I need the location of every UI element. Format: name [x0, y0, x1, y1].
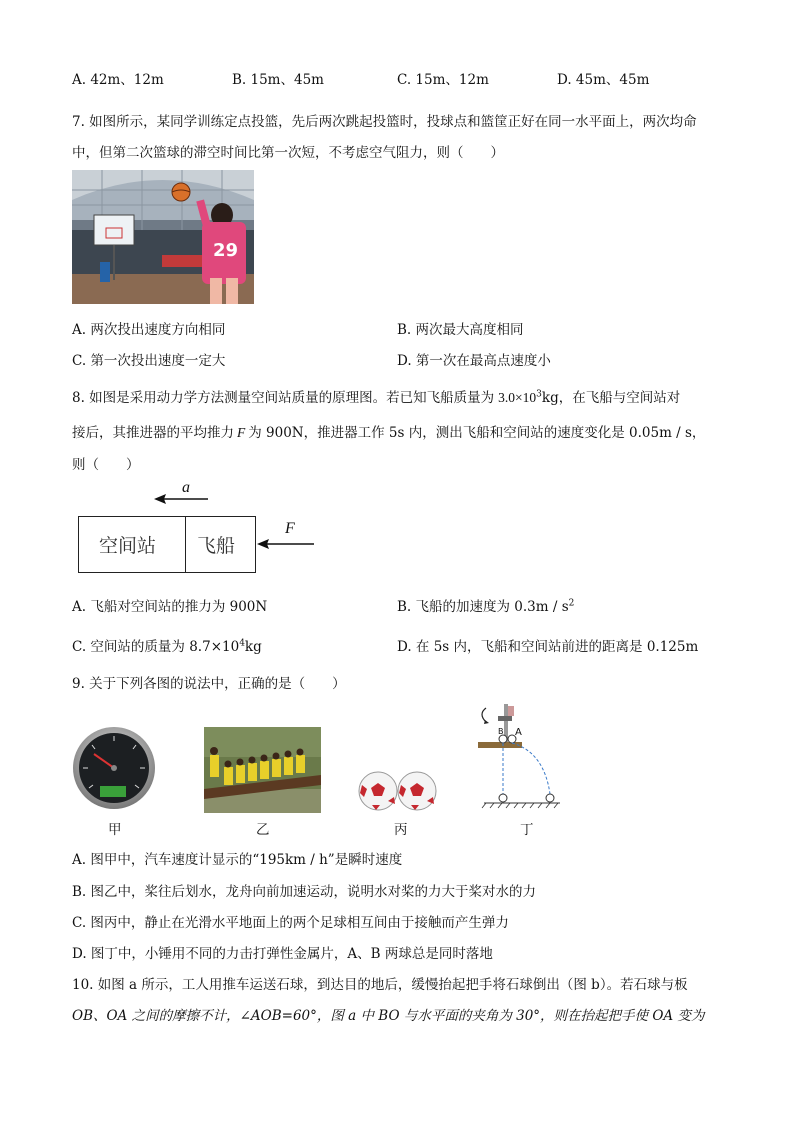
q7-option-c: C. 第一次投出速度一定大 [72, 353, 226, 369]
q7-option-a: A. 两次投出速度方向相同 [72, 322, 226, 338]
q10-stem-line1: 10. 如图 a 所示，工人用推车运送石球，到达目的地后，缓慢抬起把手将石球倒出（图 b）。若石球与板 [72, 977, 688, 993]
caption-bing: 丙 [394, 822, 408, 838]
caption-yi: 乙 [256, 822, 270, 838]
force-arrow [256, 536, 316, 552]
q8-stem-line2: 接后，其推进器的平均推力 F 为 900N，推进器工作 5s 内，测出飞船和空间站的速度变化是 0.05m / s， [72, 425, 706, 441]
ball-b-label: B [498, 727, 504, 736]
q9-option-a: A. 图甲中，汽车速度计显示的“195km / h”是瞬时速度 [72, 852, 403, 868]
ball-a-label: A [515, 727, 522, 738]
dragon-boat-image [204, 727, 321, 813]
q6-option-d: D. 45m、45m [557, 72, 650, 88]
q9-option-c: C. 图丙中，静止在光滑水平地面上的两个足球相互间由于接触而产生弹力 [72, 915, 509, 931]
projectile-apparatus-image [474, 702, 564, 814]
q10-stem-line2: OB、OA 之间的摩擦不计，∠AOB=60°，图 a 中 BO 与水平面的夹角为 30°，则在抬起把手使 OA 变为 [72, 1008, 705, 1024]
caption-ding: 丁 [520, 822, 534, 838]
soccer-balls-image [358, 771, 438, 811]
q7-stem-line2: 中，但第二次篮球的滞空时间比第一次短，不考虑空气阻力，则（ ） [72, 145, 504, 161]
q6-option-c: C. 15m、12m [397, 72, 489, 88]
q7-option-b: B. 两次最大高度相同 [397, 322, 524, 338]
q7-stem-line1: 7. 如图所示，某同学训练定点投篮，先后两次跳起投篮时，投球点和篮筐正好在同一水平面上，两次均命 [72, 114, 697, 130]
q6-option-b: B. 15m、45m [232, 72, 324, 88]
q7-option-d: D. 第一次在最高点速度小 [397, 353, 551, 369]
caption-jia: 甲 [108, 822, 122, 838]
q8-option-c: C. 空间站的质量为 $8.7\times 10^4kg$ [72, 638, 262, 655]
acceleration-label: a [182, 479, 190, 496]
q8-stem-line1: 8. 如图是采用动力学方法测量空间站质量的原理图。若已知飞船质量为 $3.0\times 10^3kg$，在飞船与空间站对 [72, 389, 681, 406]
q8-option-a: A. 飞船对空间站的推力为 900N [72, 599, 268, 615]
q9-option-b: B. 图乙中，桨往后划水，龙舟向前加速运动，说明水对桨的力大于桨对水的力 [72, 884, 537, 900]
q6-option-a: A. 42m、12m [72, 72, 164, 88]
q8-option-d: D. 在 5s 内，飞船和空间站前进的距离是 0.125m [397, 639, 699, 655]
jersey-number: 29 [213, 240, 239, 261]
space-station-label: 空间站 [99, 535, 157, 557]
q9-option-d: D. 图丁中，小锤用不同的力击打弹性金属片，A、B 两球总是同时落地 [72, 946, 493, 962]
q8-stem-line3: 则（ ） [72, 457, 140, 473]
spaceship-label: 飞船 [197, 535, 236, 557]
basketball-photo [72, 170, 254, 304]
speedometer-image [72, 726, 156, 810]
acceleration-arrow [150, 482, 210, 506]
force-label: F [285, 520, 295, 537]
q9-stem: 9. 关于下列各图的说法中，正确的是（ ） [72, 676, 346, 692]
q8-option-b: B. 飞船的加速度为 $0.3m / s^2$ [397, 598, 575, 615]
